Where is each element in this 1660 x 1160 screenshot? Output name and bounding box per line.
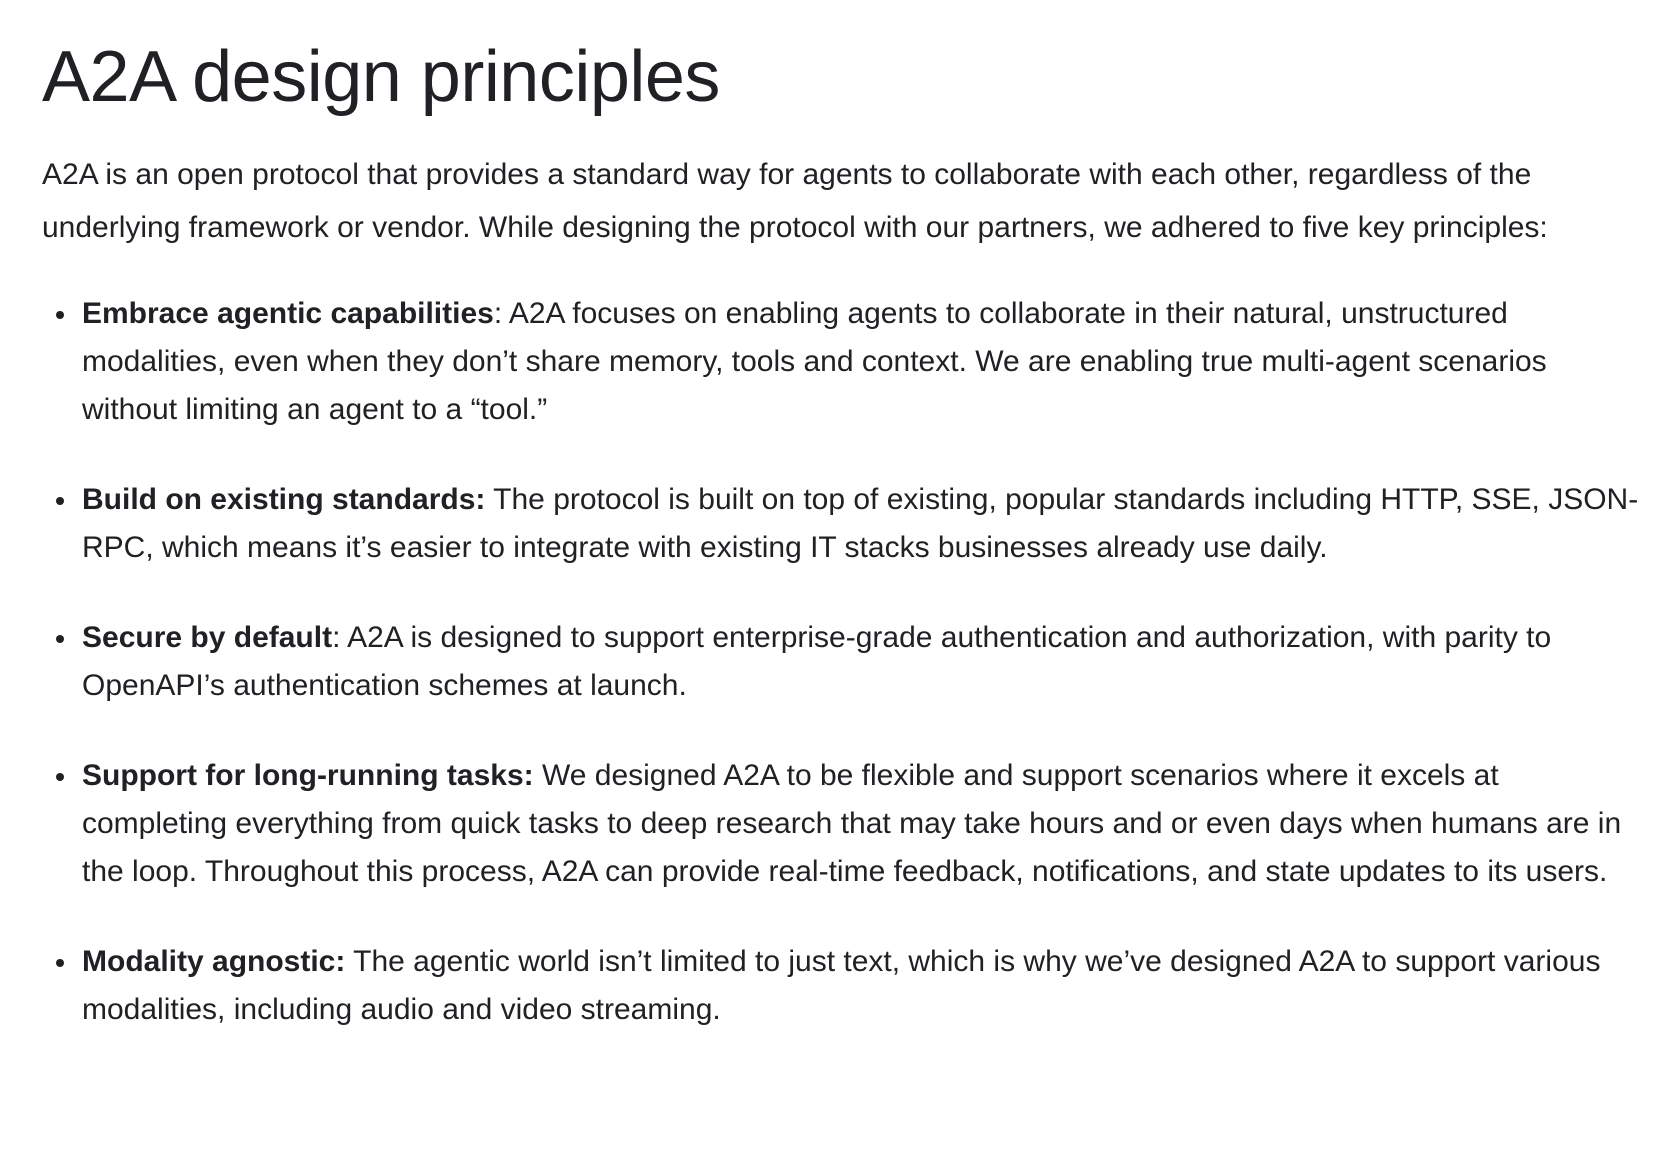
intro-paragraph: A2A is an open protocol that provides a standard way for agents to collaborate with each other, regardless of the underlying framework or vendor. While designing the protocol with our partners, we adhered to five key principles: (42, 158, 1548, 244)
principle-term: Secure by default (82, 621, 333, 654)
bullet-icon (56, 773, 64, 781)
principle-item (42, 476, 1642, 572)
principle-item (42, 614, 1642, 710)
principle-description: The protocol is built on top of existing, popular standards including HTTP, SSE, JSON-RPC, which means it’s easier to integrate with existing IT stacks businesses already use daily. (82, 483, 1639, 564)
principle-item (42, 290, 1642, 434)
principle-term: Embrace agentic capabilities (82, 297, 494, 330)
bullet-icon (56, 635, 64, 643)
bullet-icon (56, 497, 64, 505)
bullet-icon (56, 311, 64, 319)
principle-item (42, 938, 1642, 1034)
principle-item (42, 752, 1642, 896)
page-title: A2A design principles (42, 37, 720, 117)
principle-description: : A2A focuses on enabling agents to collaborate in their natural, unstructured modalities, even when they don’t share memory, tools and context. We are enabling true multi-agent scenarios without limiting an agent to a “tool.” (82, 297, 1547, 426)
principle-term: Support for long-running tasks: (82, 759, 534, 792)
principle-term: Modality agnostic: (82, 945, 346, 978)
principle-description: We designed A2A to be flexible and support scenarios where it excels at completing everything from quick tasks to deep research that may take hours and or even days when humans are in the loop. Throughout this process, A2A can provide real-time feedback, notifications, and state updates to its users. (82, 759, 1622, 888)
principle-description: The agentic world isn’t limited to just text, which is why we’ve designed A2A to support various modalities, including audio and video streaming. (82, 945, 1601, 1026)
bullet-icon (56, 959, 64, 967)
principle-term: Build on existing standards: (82, 483, 486, 516)
principles-list (42, 290, 1639, 1034)
principle-description: : A2A is designed to support enterprise-grade authentication and authorization, with parity to OpenAPI’s authentication schemes at launch. (82, 621, 1552, 702)
